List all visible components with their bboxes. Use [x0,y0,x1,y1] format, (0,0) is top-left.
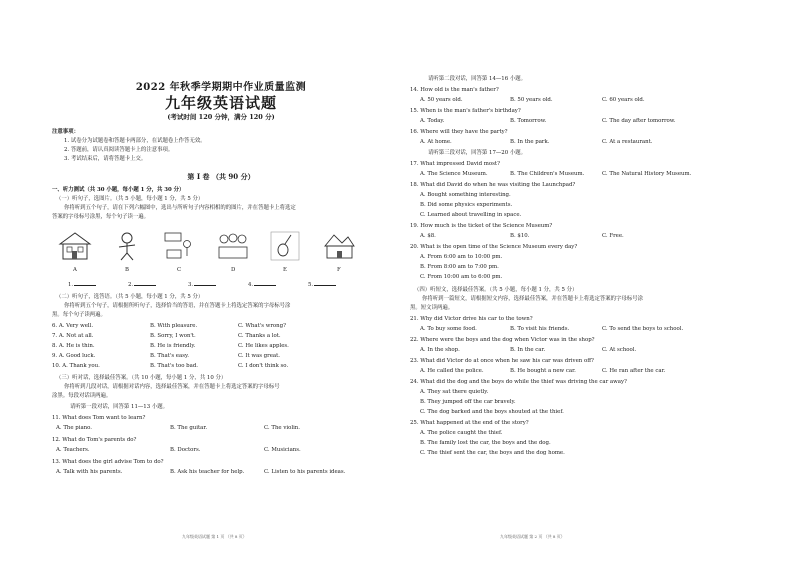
option: C. He ran after the car. [602,368,666,374]
part1c-heading: （三）听对话，选择最佳答案。（共 10 小题，每小题 1 分，共 10 分） [56,375,227,381]
exam-time-note: (考试时间 120 分钟，满分 120 分) [167,113,275,121]
answer-blank-4: 4. [248,281,276,289]
option: A. To buy some food. [420,326,477,332]
part1c-instruction: 涂黑。每段对话读两遍。 [52,393,112,399]
part1d-instruction: 黑。短文读两遍。 [410,305,454,311]
answer-blank-1: 1. [68,281,96,289]
dialogue-note: 请听第二段对话，回答第 14—16 小题。 [428,76,527,82]
castle-picture-icon [322,230,356,262]
option: B. In the park. [510,139,550,145]
response-option: 6. A. Very well. [52,323,94,329]
classroom-picture-icon [162,230,196,262]
response-option: B. Sorry, I won't. [150,333,196,339]
picture-label: D [231,267,236,273]
option: B. The guitar. [170,425,208,431]
notice-item: 1. 试卷分为试题卷和答题卡两部分，在试题卷上作答无效。 [64,138,206,144]
question-11: 11. What does Tom want to learn? [52,415,146,421]
option: C. To send the boys to school. [602,326,684,332]
option: A. At home. [420,139,452,145]
question-22: 22. Where were the boys and the dog when Victor was in the shop? [410,337,595,343]
question-12: 12. What do Tom's parents do? [52,437,137,443]
response-option: 10. A. Thank you. [52,363,100,369]
page-footer: 九年级英语试题 第 1 页 （共 8 页） [182,534,247,539]
picture-label: F [337,267,341,273]
question-15: 15. When is the man's father's birthday? [410,108,521,114]
question-21: 21. Why did Victor drive his car to the town? [410,316,533,322]
question-18: 18. What did David do when he was visiting the Launchpad? [410,182,576,188]
question-24: 24. What did the dog and the boys do while the thief was driving the car away? [410,379,627,385]
part1b-heading: （二）听句子，选答语。（共 5 小题，每小题 1 分，共 5 分） [56,294,204,300]
question-25: 25. What happened at the end of the story? [410,420,529,426]
question-14: 14. How old is the man's father? [410,87,499,93]
notice-item: 2. 答题前，请认真阅读答题卡上的注意事项。 [64,147,174,153]
question-20: 20. What is the open time of the Science Museum every day? [410,244,578,250]
part1d-heading: （四）听短文，选择最佳答案。（共 5 小题，每小题 1 分，共 5 分） [414,287,578,293]
picture-label: A [73,267,77,273]
question-16: 16. Where will they have the party? [410,129,508,135]
option: B. From 8:00 am to 7:00 pm. [420,264,499,270]
response-option: 9. A. Good luck. [52,353,96,359]
option: C. The violin. [264,425,300,431]
option: B. He bought a new car. [510,368,576,374]
response-option: B. That's too bad. [150,363,198,369]
option: A. The police caught the thief. [420,430,503,436]
option: B. 50 years old. [510,97,553,103]
picture-label: B [125,267,129,273]
option: B. They jumped off the car bravely. [420,399,516,405]
picture-label: E [283,267,287,273]
part1d-instruction: 你将听到一篇短文，请根据短文内容，选择最佳答案，并在答题卡上将选定答案的字母标号涂 [422,296,644,302]
option: B. In the car. [510,347,546,353]
option: A. Teachers. [56,447,90,453]
response-option: C. What's wrong? [238,323,286,329]
option: A. Today. [420,118,445,124]
option: C. Free. [602,233,624,239]
option: C. The thief sent the car, the boys and the dog home. [420,450,565,456]
option: B. The family lost the car, the boys and the dog. [420,440,551,446]
option: A. In the shop. [420,347,460,353]
right-page [410,0,750,562]
response-option: 8. A. He is thin. [52,343,95,349]
option: C. The dog barked and the boys shouted at the thief. [420,409,564,415]
option: B. Ask his teacher for help. [170,469,245,475]
volume-heading: 第 I 卷 （共 90 分） [187,172,255,181]
page-footer: 九年级英语试题 第 2 页 （共 8 页） [500,534,565,539]
response-option: 7. A. Not at all. [52,333,94,339]
option: B. To visit his friends. [510,326,570,332]
response-option: B. He is friendly. [150,343,196,349]
part1a-heading: （一）听句子，选图片。（共 5 小题，每小题 1 分，共 5 分） [56,196,204,202]
family-picture-icon [216,230,250,262]
option: C. At a restaurant. [602,139,653,145]
response-option: C. It was great. [238,353,280,359]
question-13: 13. What does the girl advise Tom to do? [52,459,164,465]
part1a-instruction: 你将听到五个句子，请在下列六幅图中，选出与所听句子内容相相的的图片，并在答题卡上将选定 [64,205,296,211]
dialogue-note: 请听第三段对话，回答第 17—20 小题。 [428,150,527,156]
option: C. Listen to his parents ideas. [264,469,346,475]
option: A. Talk with his parents. [56,469,123,475]
question-23: 23. What did Victor do at once when he saw his car was driven off? [410,358,594,364]
notice-item: 3. 考试结束后，请将答题卡上交。 [64,156,147,162]
left-page [52,0,390,562]
part1-heading: 一、听力测试（共 30 小题，每小题 1 分，共 30 分） [52,187,185,193]
response-option: B. With pleasure. [150,323,198,329]
option: A. 50 years old. [420,97,463,103]
house-picture-icon [58,230,92,262]
option: A. $8. [420,233,436,239]
question-17: 17. What impressed David most? [410,161,500,167]
violin-picture-icon [268,230,302,262]
answer-blank-5: 5. [308,281,336,289]
option: C. 60 years old. [602,97,645,103]
part1a-instruction: 答案的字母标号涂黑，每个句子读一遍。 [52,214,150,220]
option: B. $10. [510,233,530,239]
option: C. The day after tomorrow. [602,118,676,124]
response-option: C. He likes apples. [238,343,289,349]
option: A. Bought something interesting. [420,192,511,198]
option: A. From 6:00 am to 10:00 pm. [420,254,503,260]
option: A. The Science Museum. [420,171,488,177]
option: B. Did some physics experiments. [420,202,513,208]
option: B. Doctors. [170,447,201,453]
option: B. Tomorrow. [510,118,547,124]
answer-blank-2: 2. [128,281,156,289]
option: C. Musicians. [264,447,301,453]
dialogue-note: 请听第一段对话，回答第 11—13 小题。 [70,404,169,410]
option: C. Learned about travelling in space. [420,212,522,218]
question-19: 19. How much is the ticket of the Science Museum? [410,223,553,229]
part1b-instruction: 黑。每个句子读两遍。 [52,312,106,318]
exam-term-title: 2022 年秋季学期期中作业质量监测 [135,82,307,93]
option: A. He called the police. [420,368,484,374]
part1b-instruction: 你将听到五个句子，请根据所听句子，选择恰当的答语，并在答题卡上将选定答案的字母标号涂 [64,303,291,309]
exam-subject-title: 九年级英语试题 [164,94,277,112]
answer-blank-3: 3. [188,281,216,289]
person-picture-icon [110,230,144,262]
notice-heading: 注意事项： [52,129,79,135]
response-option: B. That's easy. [150,353,190,359]
option: C. At school. [602,347,637,353]
response-option: C. Thanks a lot. [238,333,281,339]
option: C. The Natural History Museum. [602,171,692,177]
option: B. The Children's Museum. [510,171,585,177]
response-option: C. I don't think so. [238,363,289,369]
part1c-instruction: 你将听到几段对话，请根据对话内容，选择最佳答案，并在答题卡上将选定答案的字母标号 [64,384,280,390]
picture-label: C [177,267,182,273]
option: A. The piano. [56,425,93,431]
option: C. From 10:00 am to 6:00 pm. [420,274,503,280]
option: A. They sat there quietly. [420,389,489,395]
